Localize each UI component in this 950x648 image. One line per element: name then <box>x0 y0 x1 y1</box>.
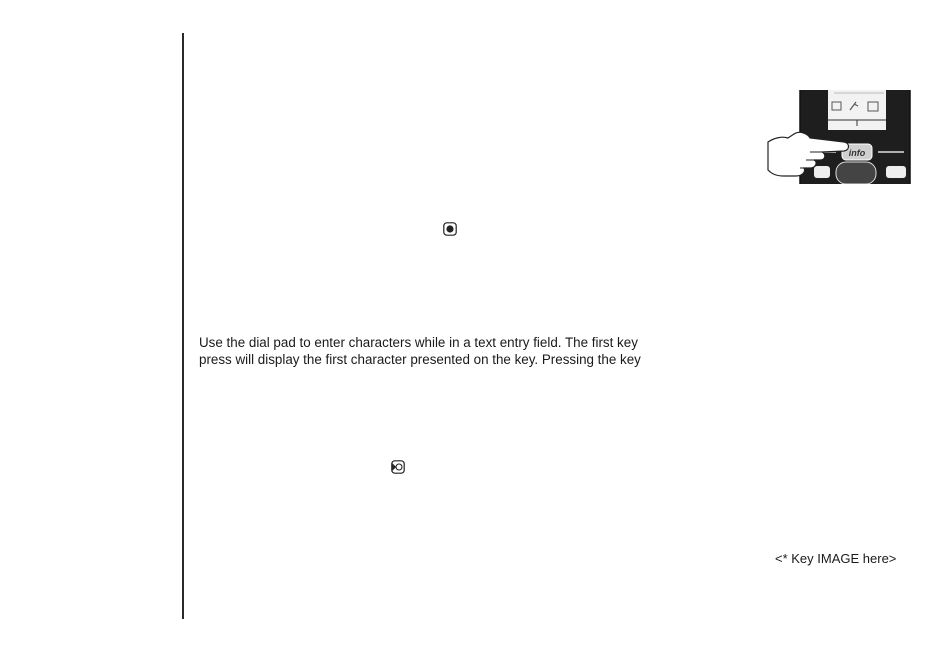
nav-left-key-icon <box>391 460 405 474</box>
key-image-placeholder: <* Key IMAGE here> <box>775 551 897 566</box>
phone-info-key-illustration <box>764 90 914 184</box>
info-key-label: info <box>848 148 866 158</box>
instruction-paragraph <box>199 334 759 368</box>
margin-rule <box>182 33 184 619</box>
paragraph-line-1: Use the dial pad to enter characters while in a text entry field. The first key <box>199 335 638 350</box>
nav-select-key-icon <box>443 222 457 236</box>
paragraph-line-2: press will display the first character presented on the key. Pressing the key <box>199 352 641 367</box>
